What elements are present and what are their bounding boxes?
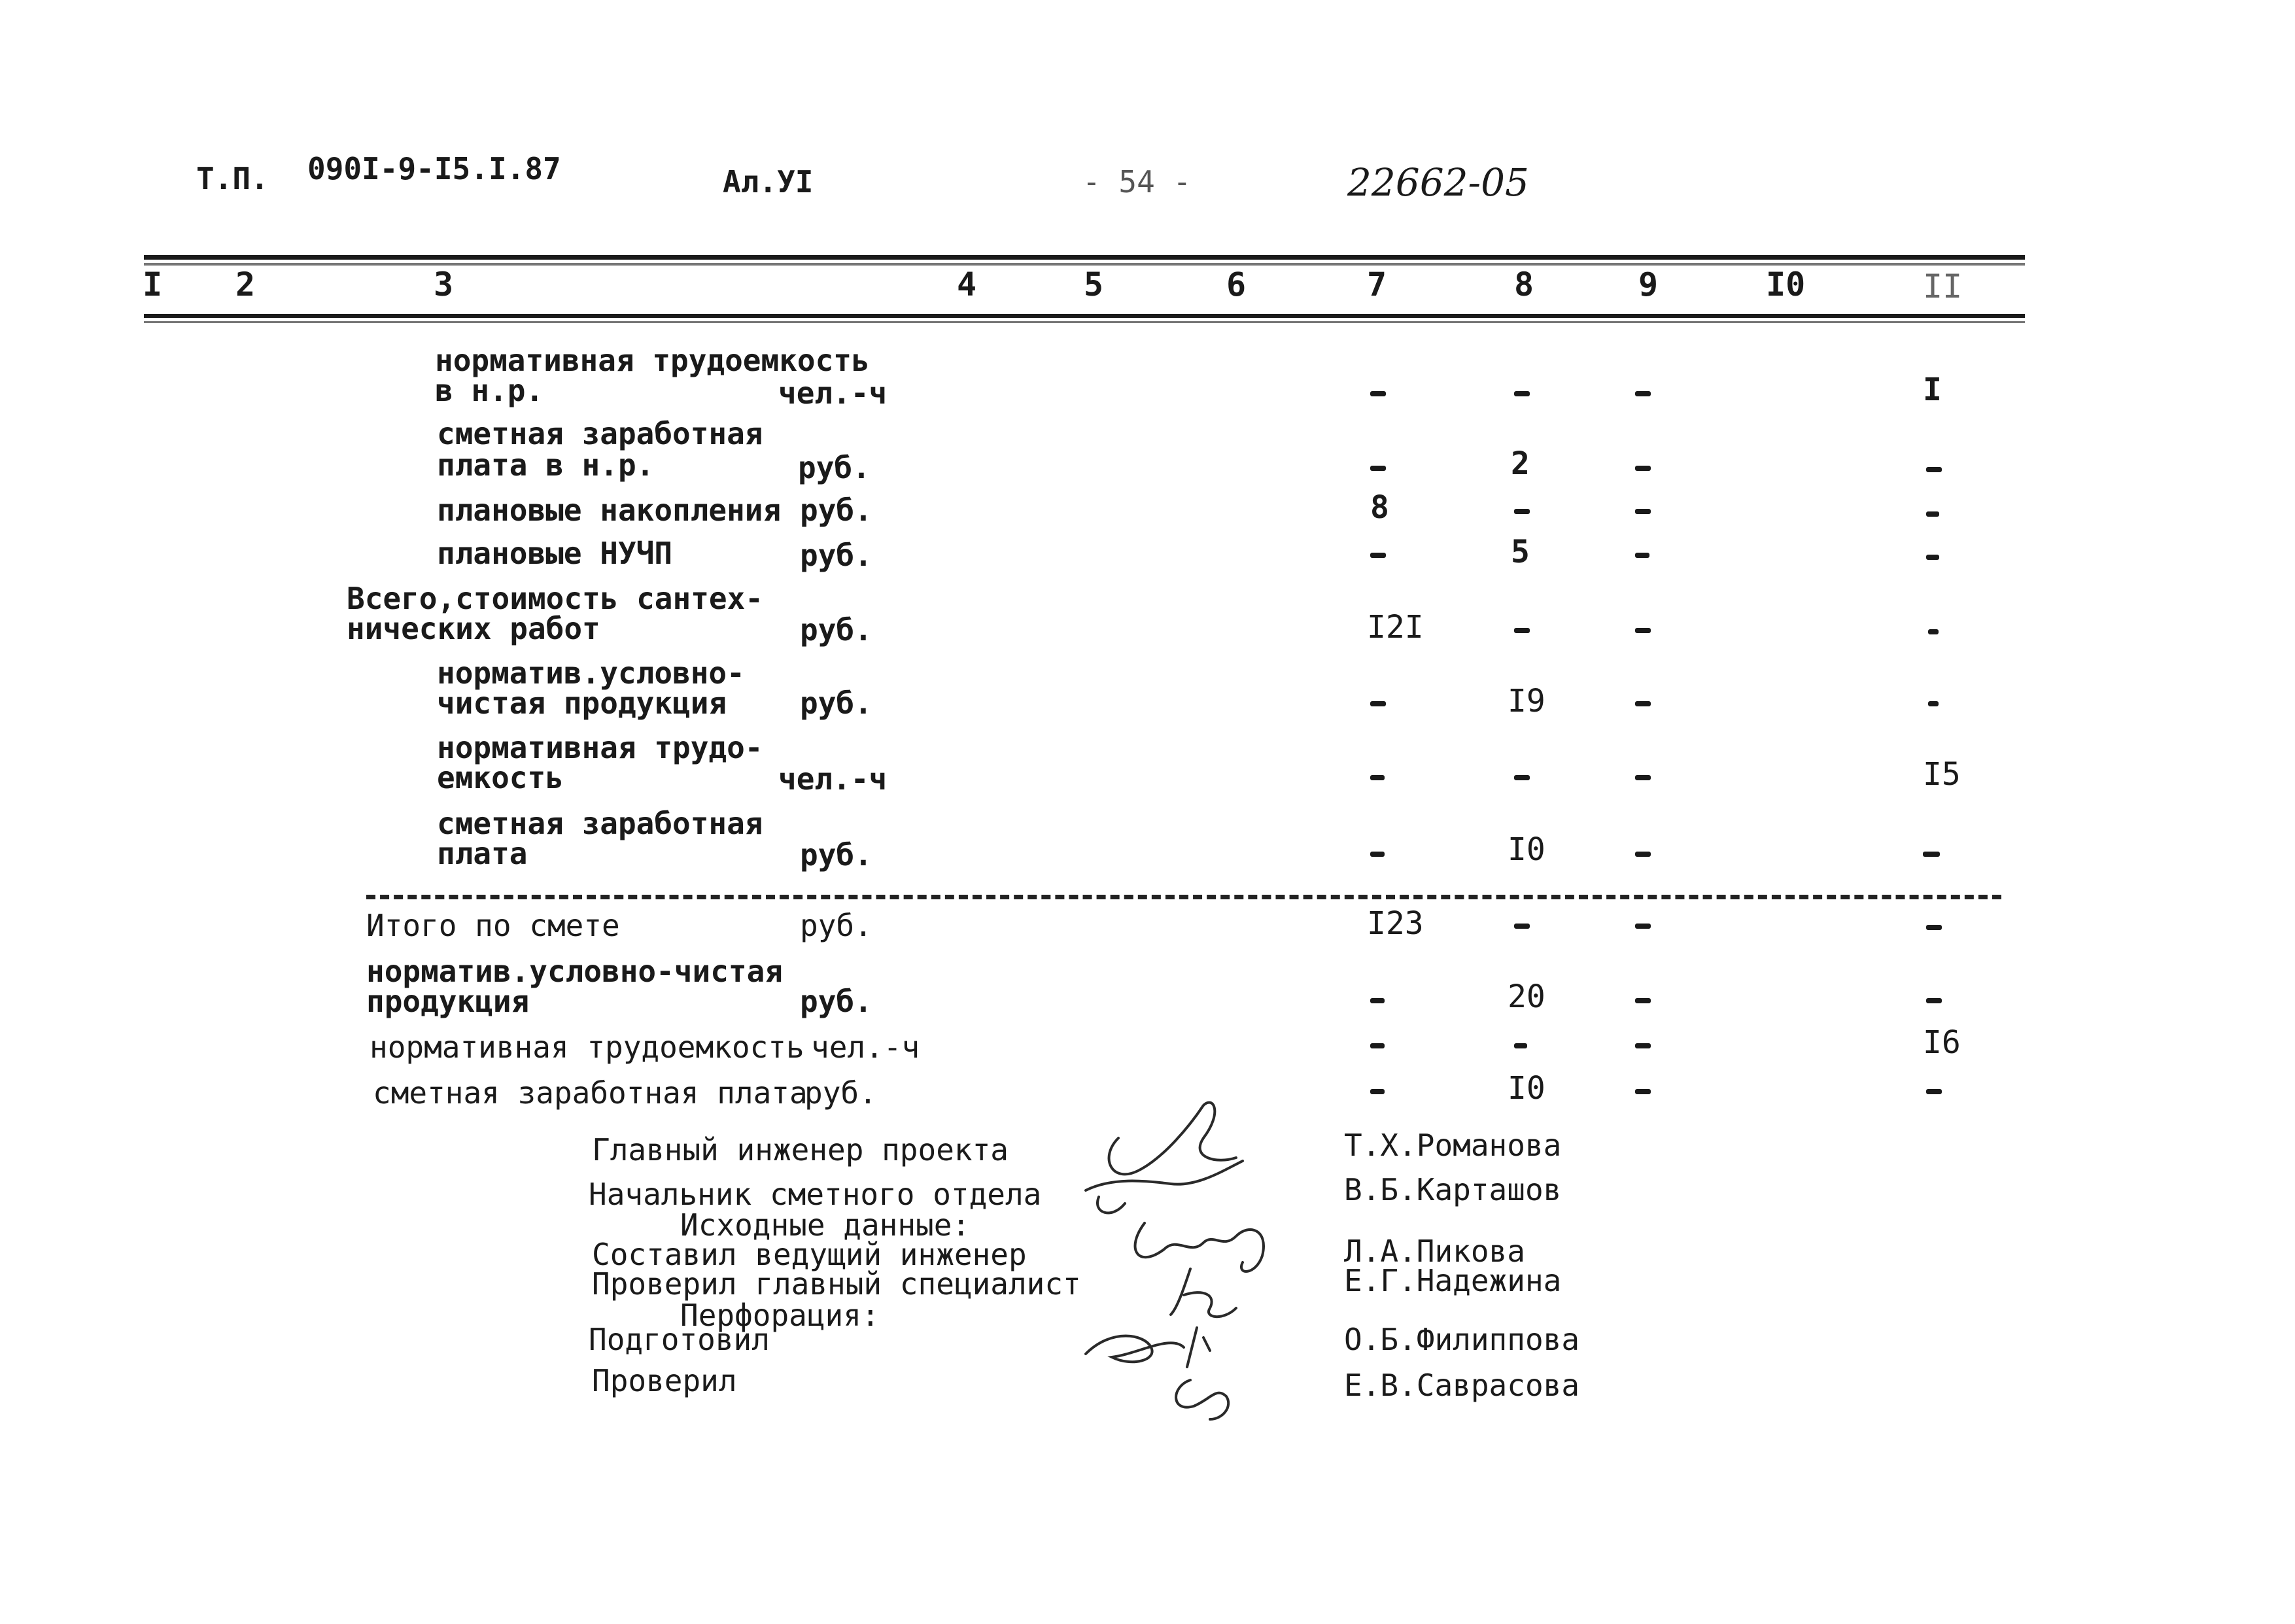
signature-name: О.Б.Филиппова bbox=[1344, 1322, 1580, 1357]
row-label: сметная заработная bbox=[437, 416, 763, 451]
row-unit: руб. bbox=[800, 984, 872, 1019]
dash-mark bbox=[1370, 391, 1386, 396]
row-value-col11: I6 bbox=[1923, 1024, 1961, 1061]
row-unit: руб. bbox=[798, 450, 871, 485]
row-label: нормативная трудоемкость bbox=[435, 343, 870, 378]
dash-mark bbox=[1514, 1043, 1527, 1048]
row-label: сметная заработная bbox=[437, 806, 763, 841]
dash-mark bbox=[1370, 553, 1386, 558]
column-number: I0 bbox=[1766, 266, 1806, 303]
row-label: сметная заработная плата bbox=[373, 1075, 808, 1111]
project-code: 090I-9-I5.I.87 bbox=[307, 151, 561, 186]
dash-mark bbox=[1370, 998, 1385, 1003]
row-value-col8: I0 bbox=[1508, 1070, 1545, 1107]
row-value-col8: I9 bbox=[1508, 683, 1545, 719]
row-value-col8: 2 bbox=[1511, 445, 1530, 482]
dash-mark bbox=[1928, 629, 1939, 634]
row-value-col8: 5 bbox=[1511, 534, 1530, 570]
dash-mark bbox=[1370, 1089, 1385, 1094]
signature-role: Составил ведущий инженер bbox=[592, 1237, 1027, 1272]
dash-mark bbox=[1370, 466, 1386, 471]
dash-mark bbox=[1635, 1089, 1651, 1094]
row-value-col7: 8 bbox=[1370, 489, 1389, 526]
row-unit: чел.-ч bbox=[778, 375, 888, 411]
signature-name: Е.В.Саврасова bbox=[1344, 1368, 1580, 1403]
row-value-col7: I2I bbox=[1367, 609, 1424, 646]
row-value-col8: I0 bbox=[1508, 831, 1545, 868]
signature-role: Главный инженер проекта bbox=[592, 1132, 1009, 1167]
dash-mark bbox=[1514, 775, 1530, 780]
dash-mark bbox=[1926, 511, 1939, 517]
row-label: Итого по смете bbox=[366, 908, 620, 943]
dash-mark bbox=[1514, 924, 1530, 929]
section-heading: Перфорация: bbox=[680, 1298, 880, 1333]
dash-mark bbox=[1635, 775, 1651, 780]
row-value-col11: I5 bbox=[1923, 756, 1961, 793]
dash-mark bbox=[1635, 852, 1651, 857]
row-label: чистая продукция bbox=[437, 685, 727, 721]
column-number: 8 bbox=[1514, 266, 1534, 303]
dash-mark bbox=[1926, 467, 1942, 472]
signature-role: Проверил bbox=[592, 1363, 737, 1398]
row-label: нормативная трудо- bbox=[437, 730, 763, 765]
column-header-rule-2 bbox=[144, 321, 2025, 323]
dash-mark bbox=[1635, 1043, 1651, 1048]
signature-role: Начальник сметного отдела bbox=[589, 1177, 1042, 1212]
row-unit: чел.-ч bbox=[811, 1029, 920, 1065]
row-label: норматив.условно-чистая bbox=[366, 954, 783, 989]
row-label: плановые НУЧП bbox=[437, 536, 673, 571]
column-number: 5 bbox=[1084, 266, 1104, 303]
row-unit: руб. bbox=[800, 837, 872, 872]
dash-mark bbox=[1928, 701, 1939, 706]
handwritten-signatures bbox=[1073, 1099, 1308, 1426]
dash-mark bbox=[1635, 924, 1651, 929]
page-number: - 54 - bbox=[1082, 164, 1192, 199]
row-label: емкость bbox=[437, 760, 564, 795]
column-number: I bbox=[143, 266, 163, 303]
row-label: продукция bbox=[366, 984, 530, 1019]
dash-mark bbox=[1926, 555, 1939, 560]
column-number: 3 bbox=[434, 266, 454, 303]
row-label: в н.р. bbox=[435, 373, 544, 408]
dash-mark bbox=[1370, 701, 1386, 706]
row-label: плановые накопления bbox=[437, 492, 782, 528]
section-heading: Исходные данные: bbox=[680, 1207, 971, 1243]
signature-role: Подготовил bbox=[589, 1322, 770, 1357]
dash-mark bbox=[1926, 925, 1942, 930]
dash-mark bbox=[1514, 509, 1530, 514]
row-value-col8: 20 bbox=[1508, 978, 1545, 1015]
column-number: 2 bbox=[235, 266, 256, 303]
signature-name: Е.Г.Надежина bbox=[1344, 1263, 1562, 1298]
dash-mark bbox=[1635, 509, 1651, 514]
signature-role: Проверил главный специалист bbox=[592, 1266, 1081, 1302]
dash-mark bbox=[1370, 775, 1385, 780]
dash-mark bbox=[1635, 553, 1649, 558]
row-label: плата в н.р. bbox=[437, 447, 655, 483]
dash-mark bbox=[1926, 998, 1942, 1003]
row-unit: руб. bbox=[800, 538, 872, 573]
row-unit: руб. bbox=[800, 685, 872, 721]
dash-mark bbox=[1635, 628, 1651, 633]
row-unit: чел.-ч bbox=[778, 761, 888, 797]
dash-mark bbox=[1370, 852, 1385, 857]
column-header-rule bbox=[144, 314, 2025, 318]
dash-mark bbox=[1635, 998, 1651, 1003]
album-label: Ал.УI bbox=[723, 164, 814, 199]
totals-separator bbox=[366, 895, 2001, 899]
signature-name: Т.Х.Романова bbox=[1344, 1128, 1562, 1163]
dash-mark bbox=[1635, 391, 1651, 396]
dash-mark bbox=[1923, 852, 1940, 857]
row-unit: руб. bbox=[800, 908, 872, 943]
signature-name: Л.А.Пикова bbox=[1344, 1234, 1525, 1269]
dash-mark bbox=[1514, 628, 1530, 633]
row-label: плата bbox=[437, 836, 528, 871]
row-label: нических работ bbox=[347, 611, 600, 646]
tp-label: Т.П. bbox=[196, 161, 269, 196]
row-unit: руб. bbox=[800, 492, 872, 528]
dash-mark bbox=[1370, 1043, 1385, 1048]
dash-mark bbox=[1514, 391, 1530, 396]
dash-mark bbox=[1635, 701, 1651, 706]
column-number: 7 bbox=[1367, 266, 1387, 303]
column-number: 4 bbox=[957, 266, 977, 303]
dash-mark bbox=[1926, 1089, 1942, 1094]
row-unit: руб. bbox=[800, 612, 872, 648]
row-label: Всего,стоимость сантех- bbox=[347, 581, 763, 616]
signature-name: В.Б.Карташов bbox=[1344, 1172, 1562, 1207]
row-unit: руб. bbox=[804, 1075, 877, 1111]
row-value-col11: I bbox=[1923, 371, 1942, 408]
column-number: II bbox=[1923, 268, 1963, 305]
row-label: нормативная трудоемкость bbox=[370, 1029, 804, 1065]
column-number: 9 bbox=[1638, 266, 1659, 303]
column-number: 6 bbox=[1226, 266, 1247, 303]
row-value-col7: I23 bbox=[1367, 905, 1424, 942]
table-top-rule bbox=[144, 255, 2025, 260]
dash-mark bbox=[1635, 466, 1651, 471]
document-number: 22662-05 bbox=[1347, 160, 1529, 205]
row-label: норматив.условно- bbox=[437, 655, 745, 691]
